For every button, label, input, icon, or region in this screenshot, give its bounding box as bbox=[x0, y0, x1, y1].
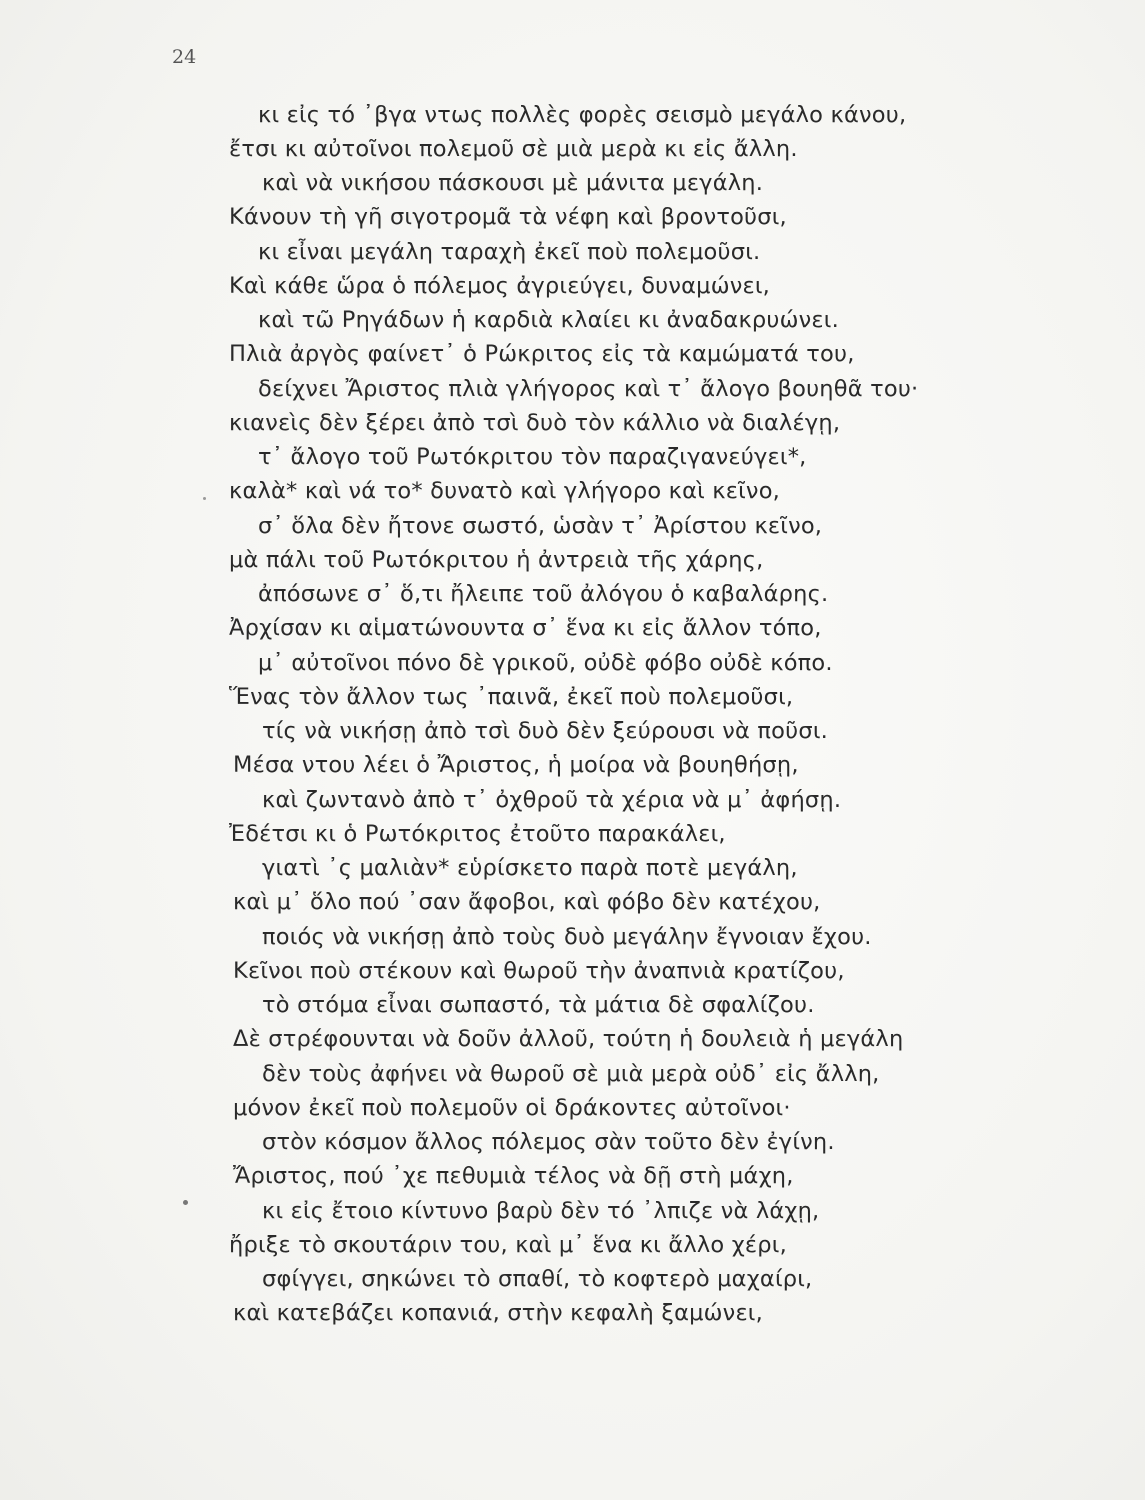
verse-line: σφίγγει, σηκώνει τὸ σπαθί, τὸ κοφτερὸ μαχαίρι, bbox=[262, 1266, 813, 1292]
verse-line: δὲν τοὺς ἀφήνει νὰ θωροῦ σὲ μιὰ μερὰ οὐδ᾿ εἰς ἄλλη, bbox=[262, 1061, 880, 1087]
verse-line: καὶ νὰ νικήσου πάσκουσι μὲ μάνιτα μεγάλη. bbox=[262, 170, 764, 196]
verse-line: μ᾿ αὐτοῖνοι πόνο δὲ γρικοῦ, οὐδὲ φόβο οὐδὲ κόπο. bbox=[258, 650, 833, 676]
verse-line: τίς νὰ νικήσῃ ἀπὸ τσὶ δυὸ δὲν ξεύρουσι νὰ ποῦσι. bbox=[262, 718, 828, 744]
verse-line: κι εἰς τό ᾿βγα ντως πολλὲς φορὲς σεισμὸ μεγάλο κάνου, bbox=[258, 102, 907, 128]
verse-line: καὶ ζωντανὸ ἀπὸ τ᾿ ὀχθροῦ τὰ χέρια νὰ μ᾿ ἀφήσῃ. bbox=[262, 787, 842, 813]
verse-line: Κεῖνοι ποὺ στέκουν καὶ θωροῦ τὴν ἀναπνιὰ κρατίζου, bbox=[233, 958, 845, 984]
verse-line: κι εἶναι μεγάλη ταραχὴ ἐκεῖ ποὺ πολεμοῦσι. bbox=[258, 239, 761, 265]
verse-line: Καὶ κάθε ὥρα ὁ πόλεμος ἀγριεύγει, δυναμώνει, bbox=[229, 273, 771, 299]
verse-line: Μέσα ντου λέει ὁ Ἄριστος, ἡ μοίρα νὰ βουηθήσῃ, bbox=[233, 752, 799, 778]
verse-line: μόνον ἐκεῖ ποὺ πολεμοῦν οἱ δράκοντες αὐτοῖνοι· bbox=[233, 1095, 791, 1121]
verse-line: Ἀρχίσαν κι αἱματώνουντα σ᾿ ἕνα κι εἰς ἄλλον τόπο, bbox=[229, 615, 822, 641]
verse-line: Ἄριστος, πού ᾿χε πεθυμιὰ τέλος νὰ δῇ στὴ μάχη, bbox=[233, 1163, 794, 1189]
verse-line: Ἐδέτσι κι ὁ Ρωτόκριτος ἐτοῦτο παρακάλει, bbox=[229, 821, 726, 847]
verse-line: κιανεὶς δὲν ξέρει ἀπὸ τσὶ δυὸ τὸν κάλλιο νὰ διαλέγῃ, bbox=[229, 410, 841, 436]
verse-line: Ἕνας τὸν ἄλλον τως ᾿παινᾶ, ἐκεῖ ποὺ πολεμοῦσι, bbox=[229, 684, 794, 710]
verse-line: Πλιὰ ἀργὸς φαίνετ᾿ ὁ Ρώκριτος εἰς τὰ καμώματά του, bbox=[229, 341, 855, 367]
verse-line: ἤριξε τὸ σκουτάριν του, καὶ μ᾿ ἕνα κι ἄλλο χέρι, bbox=[229, 1232, 787, 1258]
verse-line: καὶ μ᾿ ὅλο πού ᾿σαν ἄφοβοι, καὶ φόβο δὲν κατέχου, bbox=[233, 889, 821, 915]
verse-line: ἀπόσωνε σ᾿ ὅ,τι ἤλειπε τοῦ ἀλόγου ὁ καβαλάρης. bbox=[258, 581, 829, 607]
page-number: 24 bbox=[172, 46, 197, 68]
margin-dot bbox=[183, 1200, 188, 1205]
verse-line: σ᾿ ὅλα δὲν ἤτονε σωστό, ὡσὰν τ᾿ Ἀρίστου κεῖνο, bbox=[258, 513, 823, 539]
verse-line: στὸν κόσμον ἄλλος πόλεμος σὰν τοῦτο δὲν ἐγίνη. bbox=[262, 1129, 835, 1155]
verse-line: μὰ πάλι τοῦ Ρωτόκριτου ἡ ἀντρειὰ τῆς χάρης, bbox=[229, 547, 764, 573]
verse-line: γιατὶ ᾿ς μαλιὰν* εὑρίσκετο παρὰ ποτὲ μεγάλη, bbox=[262, 855, 798, 881]
verse-line: Κάνουν τὴ γῆ σιγοτρομᾶ τὰ νέφη καὶ βροντοῦσι, bbox=[229, 204, 787, 230]
verse-line: καὶ κατεβάζει κοπανιά, στὴν κεφαλὴ ξαμώνει, bbox=[233, 1300, 763, 1326]
margin-speck bbox=[203, 497, 206, 500]
verse-line: καλὰ* καὶ νά το* δυνατὸ καὶ γλήγορο καὶ κεῖνο, bbox=[229, 478, 781, 504]
verse-line: δείχνει Ἄριστος πλιὰ γλήγορος καὶ τ᾿ ἄλογο βουηθᾶ του· bbox=[258, 376, 919, 402]
verse-line: ποιός νὰ νικήσῃ ἀπὸ τοὺς δυὸ μεγάλην ἔγνοιαν ἔχου. bbox=[262, 924, 872, 950]
verse-line: Δὲ στρέφουνται νὰ δοῦν ἀλλοῦ, τούτη ἡ δουλειὰ ἡ μεγάλη bbox=[233, 1026, 904, 1052]
verse-line: καὶ τῶ Ρηγάδων ἡ καρδιὰ κλαίει κι ἀναδακρυώνει. bbox=[258, 307, 839, 333]
verse-line: κι εἰς ἔτοιο κίντυνο βαρὺ δὲν τό ᾿λπιζε νὰ λάχῃ, bbox=[262, 1198, 820, 1224]
verse-line: τ᾿ ἄλογο τοῦ Ρωτόκριτου τὸν παραζιγανεύγει*, bbox=[258, 444, 807, 470]
verse-line: ἔτσι κι αὐτοῖνοι πολεμοῦ σὲ μιὰ μερὰ κι εἰς ἄλλη. bbox=[229, 136, 798, 162]
verse-line: τὸ στόμα εἶναι σωπαστό, τὰ μάτια δὲ σφαλίζου. bbox=[262, 992, 815, 1018]
